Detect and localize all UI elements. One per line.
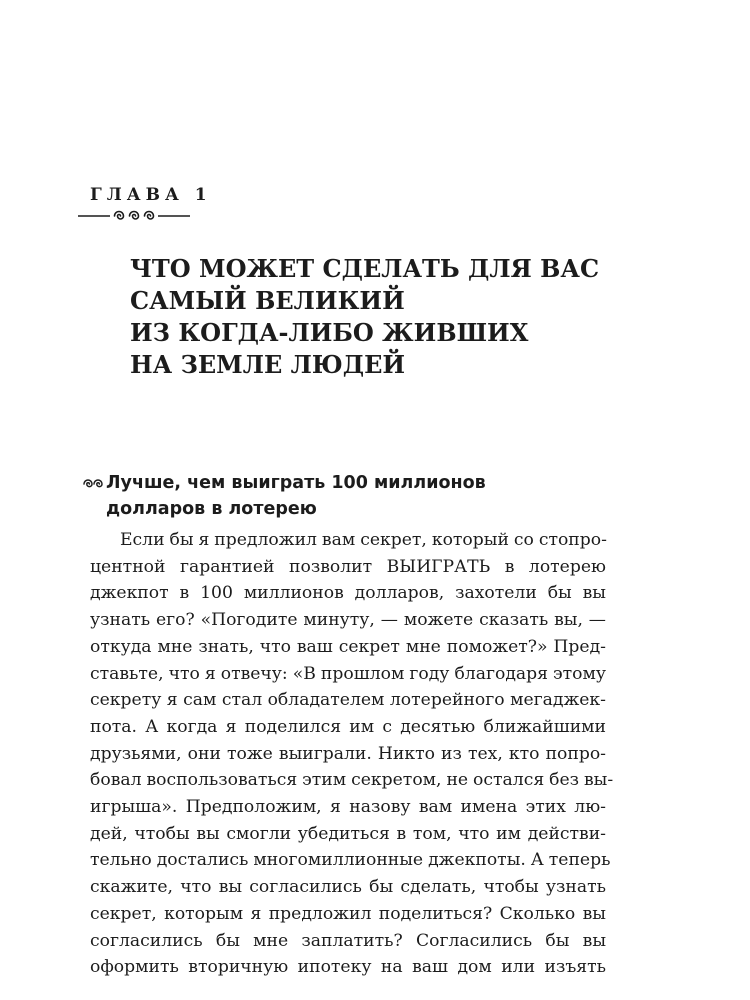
body-line: оформить вторичную ипотеку на ваш дом или изъять xyxy=(90,957,606,978)
body-line: дей, чтобы вы смогли убедиться в том, что им действи- xyxy=(90,823,606,844)
body-line: друзьями, они тоже выиграли. Никто из тех, кто попро- xyxy=(90,743,606,764)
body-line: бовал воспользоваться этим секретом, не остался без вы- xyxy=(90,770,614,791)
swirl-ornament-icon xyxy=(78,206,190,226)
body-line: узнать его? «Погодите минуту, — можете сказать вы, — xyxy=(90,610,606,631)
body-line: игрыша». Предположим, я назову вам имена этих лю- xyxy=(90,797,606,818)
body-line: откуда мне знать, что ваш секрет мне поможет?» Пред- xyxy=(90,636,606,657)
body-line: Если бы я предложил вам секрет, который со стопро- xyxy=(120,530,607,550)
section-heading xyxy=(106,470,486,522)
body-line: джекпот в 100 миллионов долларов, захотели бы вы xyxy=(90,583,606,604)
chapter-title-line: САМЫЙ ВЕЛИКИЙ xyxy=(130,286,405,315)
body-paragraph xyxy=(90,527,614,981)
chapter-title-line: ИЗ КОГДА-ЛИБО ЖИВШИХ xyxy=(130,318,529,347)
section-heading-line: долларов в лотерею xyxy=(106,499,317,519)
chapter-title-line: ЧТО МОЖЕТ СДЕЛАТЬ ДЛЯ ВАС xyxy=(130,254,600,283)
section-heading-line: Лучше, чем выиграть 100 миллионов xyxy=(106,473,486,493)
body-line: секрет, которым я предложил поделиться? Сколько вы xyxy=(90,903,606,924)
chapter-title-line: НА ЗЕМЛЕ ЛЮДЕЙ xyxy=(130,350,406,379)
chapter-label: ГЛАВА 1 xyxy=(90,185,212,205)
swirl-bullet-icon xyxy=(82,477,104,491)
body-line: пота. А когда я поделился им с десятью ближайшими xyxy=(90,716,606,737)
body-line: ставьте, что я отвечу: «В прошлом году благодаря этому xyxy=(90,663,606,684)
chapter-title xyxy=(130,253,599,381)
body-line: согласились бы мне заплатить? Согласились бы вы xyxy=(90,930,606,951)
body-line: скажите, что вы согласились бы сделать, чтобы узнать xyxy=(90,877,606,898)
body-line: центной гарантией позволит ВЫИГРАТЬ в лотерею xyxy=(90,556,606,577)
body-line: секрету я сам стал обладателем лотерейного мегаджек- xyxy=(90,690,606,711)
body-line: тельно достались многомиллионные джекпоты. А теперь xyxy=(90,850,611,871)
